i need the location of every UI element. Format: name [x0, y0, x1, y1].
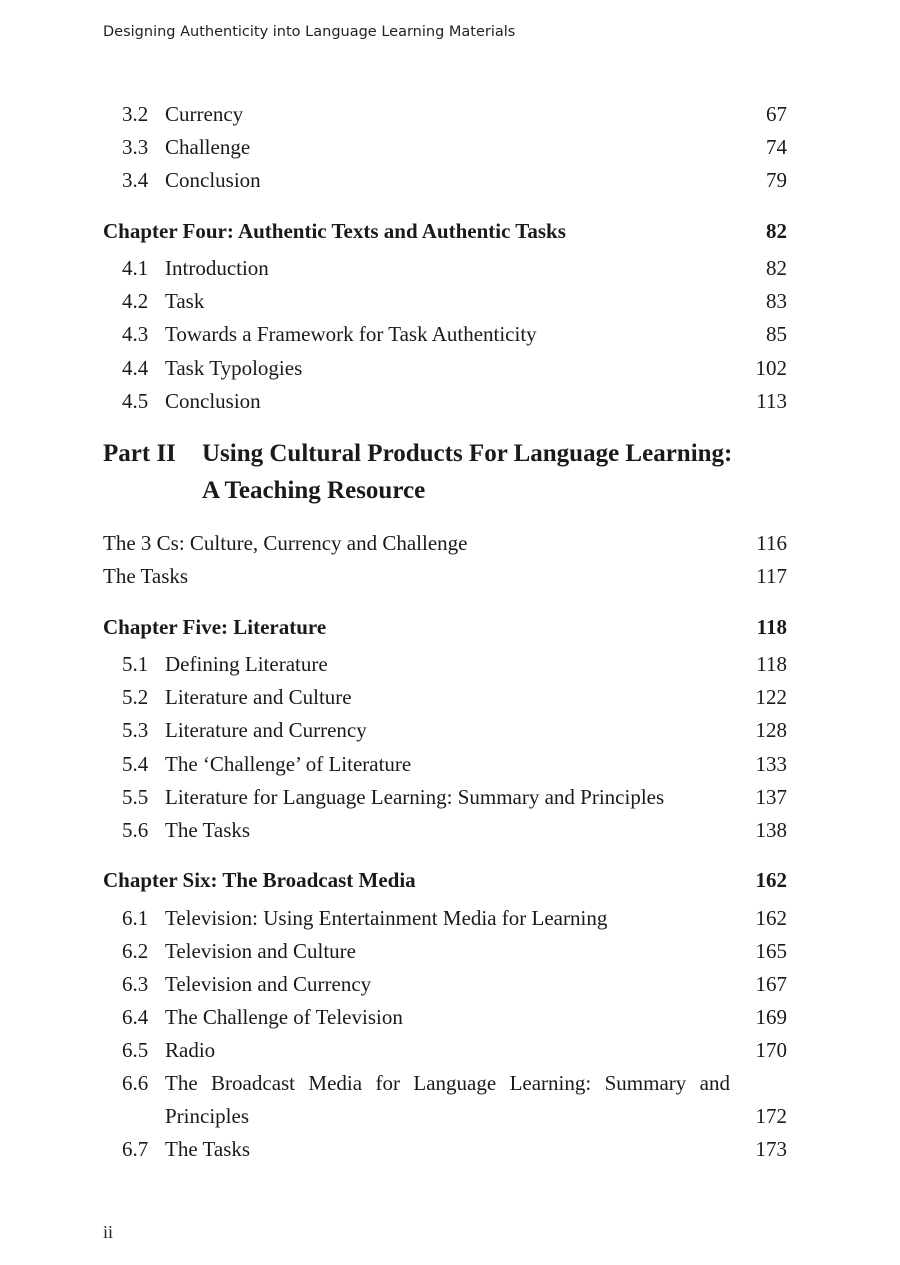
- section-number: 4.5: [122, 389, 149, 413]
- toc-entry-6-1[interactable]: [0, 904, 900, 932]
- section-title: Literature and Culture: [165, 685, 352, 709]
- section-number: 3.3: [122, 135, 149, 159]
- section-title: Towards a Framework for Task Authenticity: [165, 322, 537, 346]
- toc-entry-6-3[interactable]: [0, 970, 900, 998]
- page-number: 169: [755, 1005, 787, 1029]
- section-title: Currency: [165, 102, 244, 126]
- page-number: 67: [766, 102, 787, 126]
- section-number: 6.3: [122, 972, 149, 996]
- section-number: 4.3: [122, 322, 149, 346]
- page-folio: ii: [103, 1222, 114, 1242]
- toc-entry-5-1[interactable]: [0, 650, 900, 678]
- section-title: The ‘Challenge’ of Literature: [165, 752, 412, 776]
- toc-entry-3-4[interactable]: [0, 166, 900, 194]
- section-title: Task Typologies: [165, 356, 303, 380]
- toc-entry-4-5[interactable]: [0, 387, 900, 415]
- toc-entry-4-4[interactable]: [0, 354, 900, 382]
- page-number: 82: [766, 219, 787, 243]
- toc-entry-4-3[interactable]: [0, 320, 900, 348]
- section-number: 6.6: [122, 1071, 149, 1095]
- section-title: Conclusion: [165, 389, 261, 413]
- page-number: 122: [755, 685, 787, 709]
- chapter-title: Chapter Four: Authentic Texts and Authentic Tasks: [103, 219, 566, 243]
- page-number: 165: [755, 939, 787, 963]
- toc-entry-6-6[interactable]: [0, 1069, 900, 1130]
- page-number: 113: [756, 389, 787, 413]
- section-title: Defining Literature: [165, 652, 328, 676]
- toc-entry-6-5[interactable]: [0, 1036, 900, 1064]
- section-number: 5.5: [122, 785, 149, 809]
- part-title-line-2: A Teaching Resource: [202, 477, 426, 504]
- chapter-title: Chapter Five: Literature: [103, 615, 327, 639]
- page-number: 74: [766, 135, 787, 159]
- section-title: Literature and Currency: [165, 718, 367, 742]
- toc-part-2[interactable]: [0, 435, 900, 509]
- toc-entry-3-2[interactable]: [0, 100, 900, 128]
- page-number: 102: [755, 356, 787, 380]
- page-number: 138: [755, 818, 787, 842]
- section-number: 5.4: [122, 752, 149, 776]
- section-title: Task: [165, 289, 205, 313]
- toc-entry-5-3[interactable]: [0, 716, 900, 744]
- toc-chapter-4[interactable]: [0, 217, 900, 245]
- section-title: The Challenge of Television: [165, 1005, 403, 1029]
- section-title: Television: Using Entertainment Media for Learning: [165, 906, 608, 930]
- section-title: Challenge: [165, 135, 251, 159]
- page-number: 137: [755, 785, 787, 809]
- section-number: 5.3: [122, 718, 149, 742]
- toc-chapter-6[interactable]: [0, 866, 900, 894]
- part-title: [202, 435, 762, 509]
- page-number: 85: [766, 322, 787, 346]
- section-title: Introduction: [165, 256, 269, 280]
- part-title-line-1: Using Cultural Products For Language Learning:: [202, 440, 733, 467]
- section-number: 5.6: [122, 818, 149, 842]
- toc-entry-4-2[interactable]: [0, 287, 900, 315]
- section-number: 3.2: [122, 102, 149, 126]
- page-number: 117: [756, 564, 787, 588]
- section-title: Television and Currency: [165, 972, 372, 996]
- toc-chapter-5[interactable]: [0, 613, 900, 641]
- section-title: Conclusion: [165, 168, 261, 192]
- page-number: 162: [755, 906, 787, 930]
- page-number: 118: [756, 615, 787, 639]
- page-number: 128: [755, 718, 787, 742]
- section-title-line-1: The Broadcast Media for Language Learning: Summary and: [165, 1071, 730, 1095]
- section-number: 6.5: [122, 1038, 149, 1062]
- toc-entry-5-2[interactable]: [0, 683, 900, 711]
- chapter-title: Chapter Six: The Broadcast Media: [103, 868, 416, 892]
- section-number: 3.4: [122, 168, 149, 192]
- page-number: 170: [755, 1038, 787, 1062]
- toc-entry-6-2[interactable]: [0, 937, 900, 965]
- section-title: Radio: [165, 1038, 216, 1062]
- section-title: The Tasks: [165, 818, 251, 842]
- section-number: 4.2: [122, 289, 149, 313]
- toc-entry-5-5[interactable]: [0, 783, 900, 811]
- toc-entry-5-4[interactable]: [0, 750, 900, 778]
- section-number: 5.2: [122, 685, 149, 709]
- page-number: 162: [755, 868, 787, 892]
- toc-entry-6-7[interactable]: [0, 1135, 900, 1163]
- section-number: 5.1: [122, 652, 149, 676]
- page-number: 172: [755, 1104, 787, 1128]
- page-number: 79: [766, 168, 787, 192]
- section-number: 4.1: [122, 256, 149, 280]
- page-number: 133: [755, 752, 787, 776]
- page-number: 173: [755, 1137, 787, 1161]
- section-number: 6.7: [122, 1137, 149, 1161]
- section-number: 6.2: [122, 939, 149, 963]
- section-title-line-2: Principles: [165, 1104, 249, 1128]
- entry-title: The Tasks: [103, 564, 189, 588]
- page-number: 83: [766, 289, 787, 313]
- section-number: 4.4: [122, 356, 149, 380]
- page-number: 118: [756, 652, 787, 676]
- part-label: Part II: [103, 440, 176, 467]
- toc-entry-three-cs[interactable]: [0, 529, 900, 557]
- toc-entry-6-4[interactable]: [0, 1003, 900, 1031]
- toc-entry-5-6[interactable]: [0, 816, 900, 844]
- page-number: 116: [756, 531, 787, 555]
- page-number: 167: [755, 972, 787, 996]
- toc-entry-3-3[interactable]: [0, 133, 900, 161]
- page-number: 82: [766, 256, 787, 280]
- section-title: The Tasks: [165, 1137, 251, 1161]
- toc-entry-4-1[interactable]: [0, 254, 900, 282]
- section-title: Television and Culture: [165, 939, 356, 963]
- toc-entry-the-tasks[interactable]: [0, 562, 900, 590]
- running-header: Designing Authenticity into Language Learning Materials: [103, 24, 516, 40]
- section-number: 6.4: [122, 1005, 149, 1029]
- section-number: 6.1: [122, 906, 149, 930]
- entry-title: The 3 Cs: Culture, Currency and Challenge: [103, 531, 468, 555]
- section-title: Literature for Language Learning: Summary and Principles: [165, 785, 665, 809]
